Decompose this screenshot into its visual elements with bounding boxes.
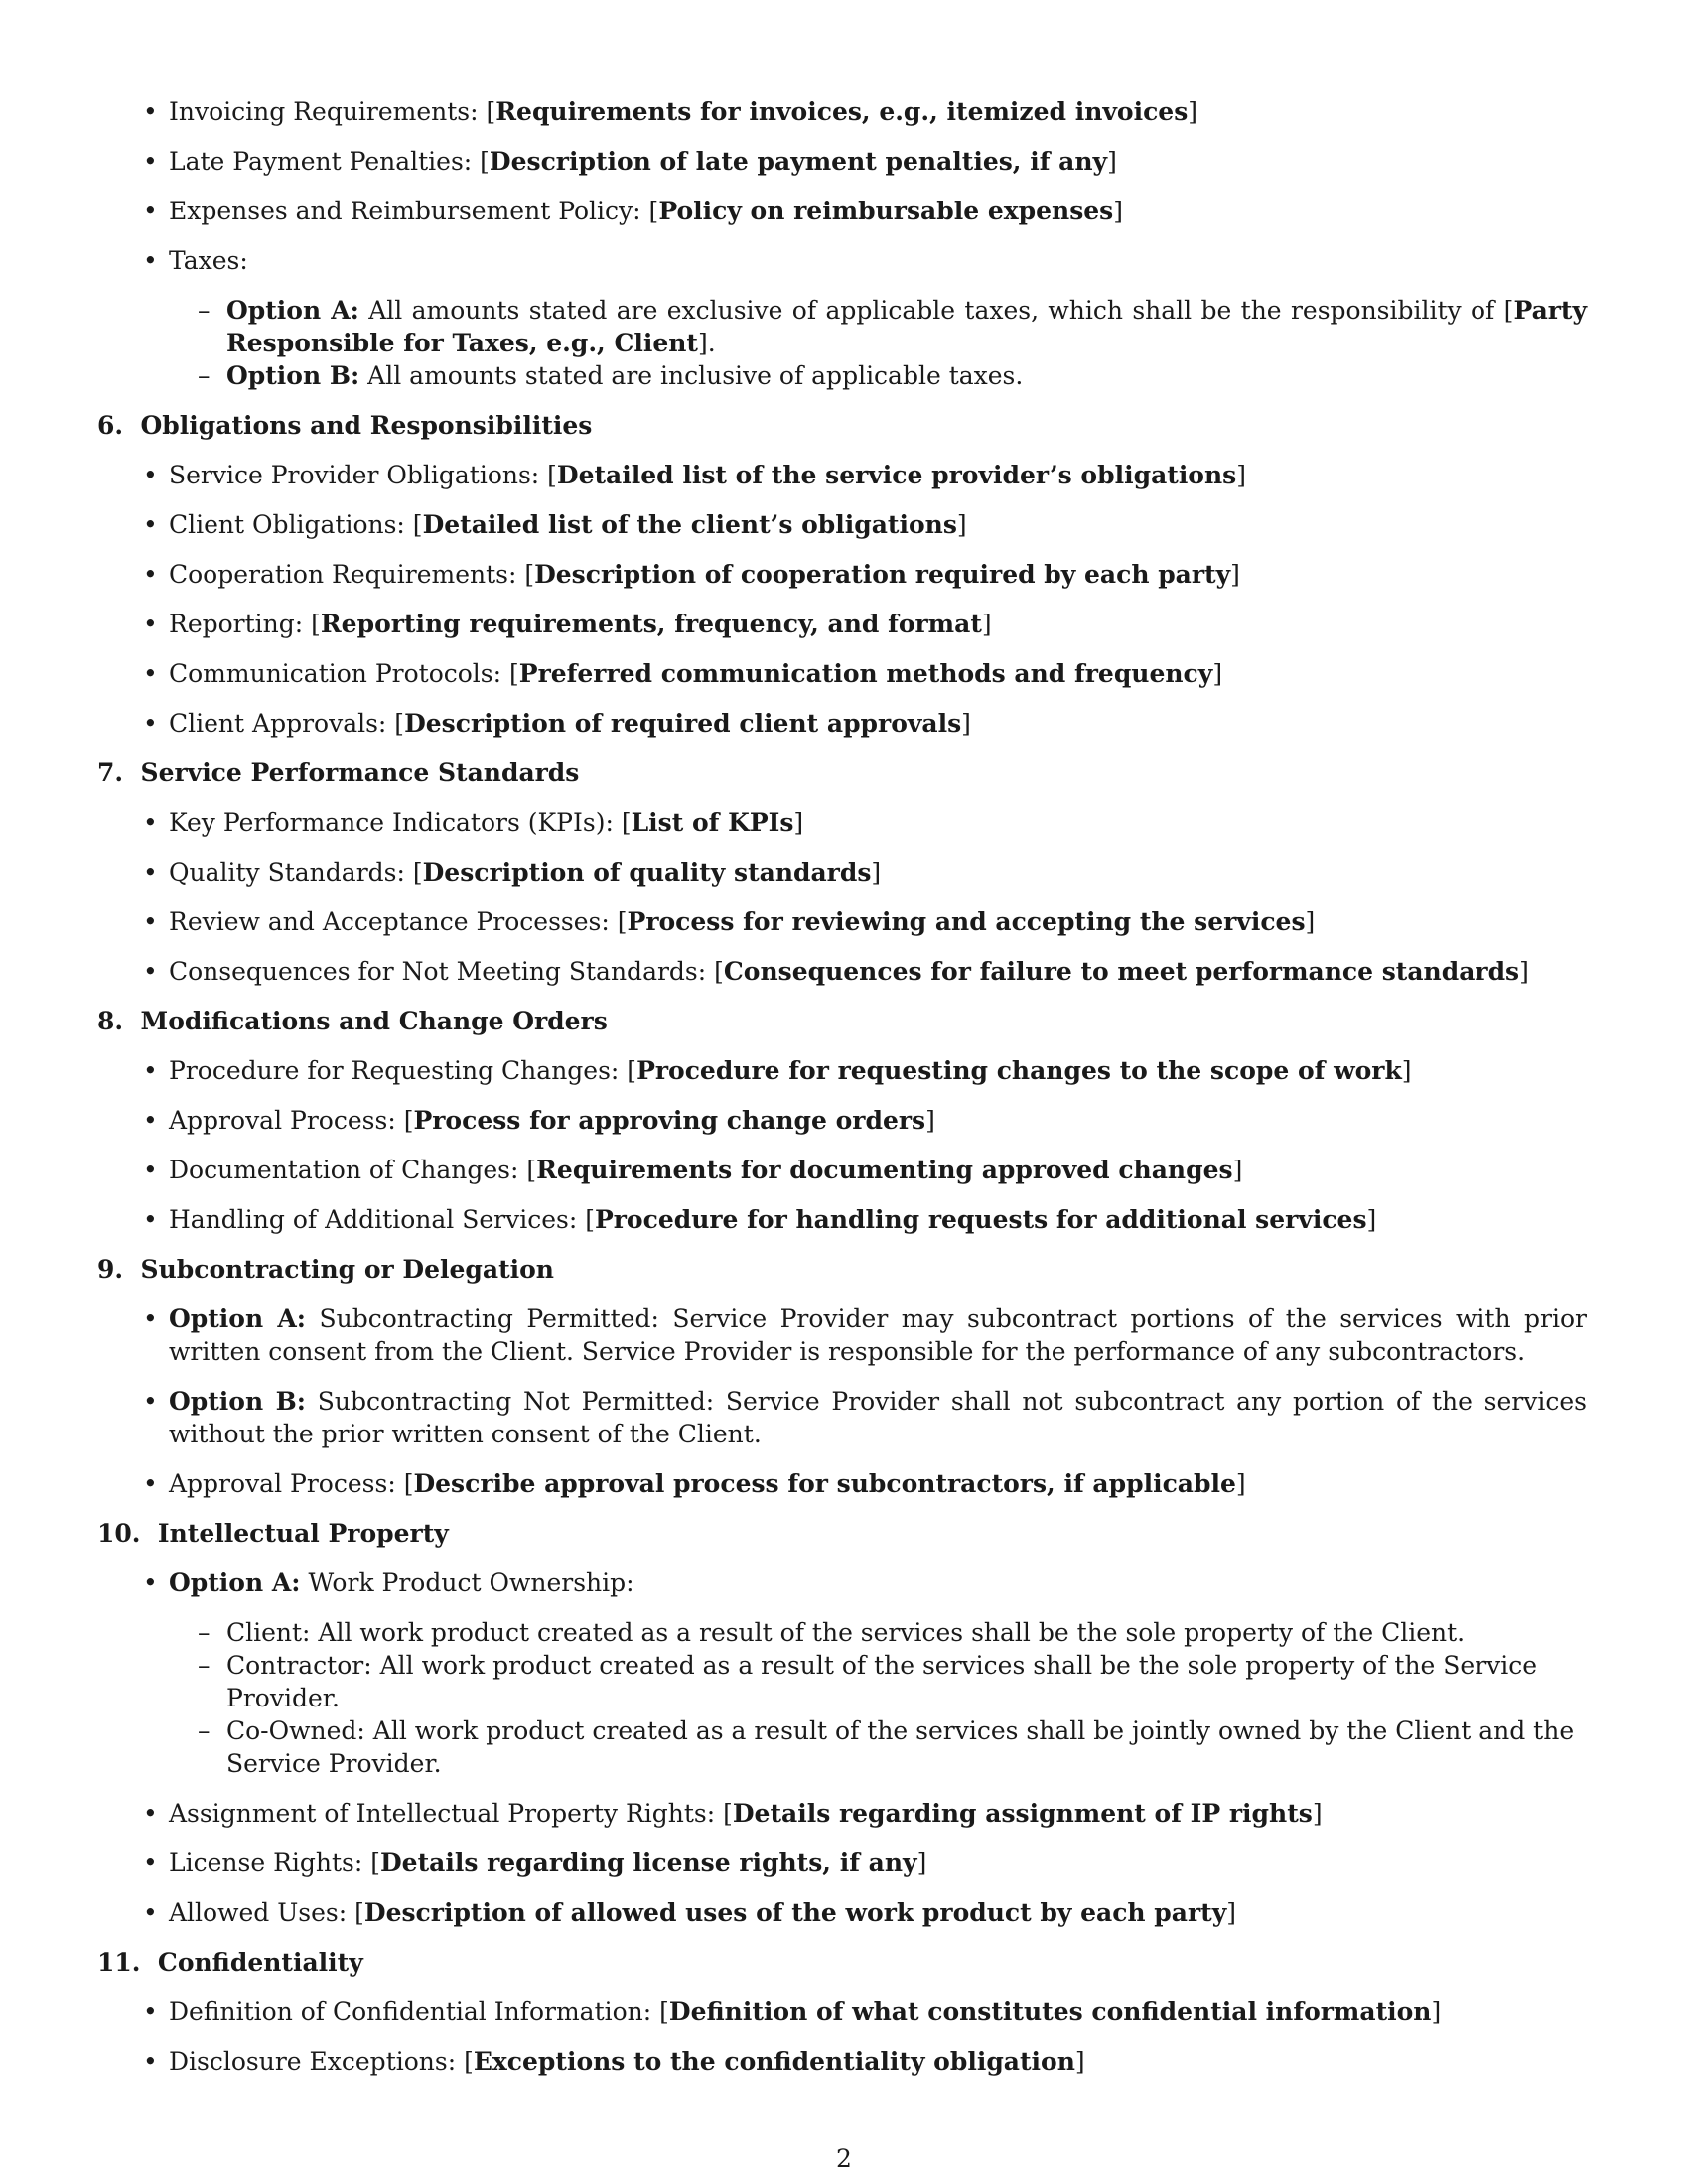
item-placeholder: Process for approving change orders <box>413 1106 926 1135</box>
bullet: • <box>143 560 158 589</box>
item-label: License Rights: <box>169 1848 363 1877</box>
sub-item <box>97 1714 1587 1780</box>
section-number: 9. <box>97 1255 124 1284</box>
option-label: Option B: <box>226 361 360 390</box>
item-placeholder: Consequences for failure to meet performance standards <box>723 957 1520 986</box>
option-label: Option A: <box>169 1304 307 1333</box>
bullet: • <box>143 1997 158 2026</box>
sub-item <box>97 359 1587 392</box>
item-placeholder: Detailed list of the client’s obligations <box>422 510 957 539</box>
item-label: Assignment of Intellectual Property Rights: <box>169 1799 716 1828</box>
item-placeholder: Process for reviewing and accepting the services <box>627 907 1306 936</box>
list-item: • Handling of Additional Services: [Procedure for handling requests for additional services] <box>143 1205 1377 1234</box>
option-text: All amounts stated are exclusive of applicable taxes, which shall be the responsibility of <box>368 296 1495 325</box>
section-number: 11. <box>97 1948 141 1977</box>
section-title: Subcontracting or Delegation <box>140 1255 554 1284</box>
ownership-text: Contractor: All work product created as a result of the services shall be the sole property of the Service Provider. <box>226 1651 1538 1712</box>
list-item: • Procedure for Requesting Changes: [Procedure for requesting changes to the scope of work] <box>143 1056 1412 1085</box>
item-label: Procedure for Requesting Changes: <box>169 1056 620 1085</box>
item-label: Late Payment Penalties: <box>169 147 473 176</box>
section-heading <box>97 756 1587 789</box>
item-label: Documentation of Changes: <box>169 1156 519 1184</box>
bullet: • <box>143 1304 158 1333</box>
taxes-options <box>97 294 1587 392</box>
item-label: Expenses and Reimbursement Policy: <box>169 197 641 225</box>
bullet: • <box>143 510 158 539</box>
section-heading <box>97 1005 1587 1037</box>
section-title: Confidentiality <box>157 1948 363 1977</box>
option-label: Option B: <box>169 1387 307 1416</box>
item-placeholder: Requirements for invoices, e.g., itemized invoices <box>495 97 1189 126</box>
list-item: • Late Payment Penalties: [Description of late payment penalties, if any] <box>143 147 1117 176</box>
bullet: • <box>143 1469 158 1498</box>
item-placeholder: Reporting requirements, frequency, and format <box>320 610 982 638</box>
item-label: Invoicing Requirements: <box>169 97 479 126</box>
bullet: • <box>143 808 158 837</box>
bullet: • <box>143 709 158 738</box>
bullet: • <box>143 1848 158 1877</box>
bullet: • <box>143 97 158 126</box>
item-label: Definition of Confidential Information: <box>169 1997 652 2026</box>
section-heading <box>97 409 1587 442</box>
item-label: Review and Acceptance Processes: <box>169 907 610 936</box>
bullet: • <box>143 147 158 176</box>
bullet: • <box>143 1205 158 1234</box>
list-item: • License Rights: [Details regarding license rights, if any] <box>143 1848 927 1877</box>
list-item <box>97 1385 1587 1450</box>
item-placeholder: Description of allowed uses of the work product by each party <box>363 1898 1227 1927</box>
list-item: • Approval Process: [Describe approval process for subcontractors, if applicable] <box>143 1469 1246 1498</box>
list-item: • Key Performance Indicators (KPIs): [List of KPIs] <box>143 808 804 837</box>
item-placeholder: Party Responsible for Taxes, e.g., Client <box>226 296 1588 357</box>
list-item: • Cooperation Requirements: [Description of cooperation required by each party] <box>143 560 1240 589</box>
document-content <box>97 95 1587 2095</box>
bullet: • <box>143 461 158 489</box>
item-label: Communication Protocols: <box>169 659 502 688</box>
item-placeholder: Describe approval process for subcontractors, if applicable <box>413 1469 1236 1498</box>
bullet: • <box>143 1387 158 1416</box>
dash: – <box>198 1716 211 1745</box>
item-label: Approval Process: <box>169 1106 396 1135</box>
ownership-text: Client: All work product created as a result of the services shall be the sole property of the Client. <box>226 1618 1466 1647</box>
option-label: Option A: <box>226 296 359 325</box>
list-item: • Documentation of Changes: [Requirements for documenting approved changes] <box>143 1156 1243 1184</box>
dash: – <box>198 1651 211 1680</box>
item-placeholder: Details regarding assignment of IP rights <box>732 1799 1313 1828</box>
bullet: • <box>143 659 158 688</box>
item-label: Taxes: <box>169 246 248 275</box>
list-item: • Client Approvals: [Description of required client approvals] <box>143 709 971 738</box>
list-item: • Expenses and Reimbursement Policy: [Policy on reimbursable expenses] <box>143 197 1124 225</box>
bullet: • <box>143 1156 158 1184</box>
list-item: • Invoicing Requirements: [Requirements for invoices, e.g., itemized invoices] <box>143 97 1198 126</box>
bullet: • <box>143 1799 158 1828</box>
list-item <box>97 1567 1587 1599</box>
section-heading <box>97 1253 1587 1286</box>
bullet: • <box>143 1569 158 1597</box>
option-text: Subcontracting Permitted: Service Provider may subcontract portions of the services with prior written consent from the Client. Service Provider is responsible for the performance of any subcontractors. <box>169 1304 1587 1366</box>
section-title: Service Performance Standards <box>140 758 580 787</box>
item-label: Reporting: <box>169 610 304 638</box>
bullet: • <box>143 1106 158 1135</box>
bullet: • <box>143 246 158 275</box>
list-item <box>97 1302 1587 1368</box>
list-item: • Consequences for Not Meeting Standards: [Consequences for failure to meet performance standards] <box>143 957 1529 986</box>
section-title: Modifications and Change Orders <box>140 1007 608 1035</box>
bullet: • <box>143 858 158 887</box>
section-title: Intellectual Property <box>157 1519 449 1548</box>
list-item: • Assignment of Intellectual Property Rights: [Details regarding assignment of IP rights] <box>143 1799 1323 1828</box>
bullet: • <box>143 907 158 936</box>
option-label: Option A: <box>169 1569 301 1597</box>
item-placeholder: Definition of what constitutes confidential information <box>668 1997 1432 2026</box>
bullet: • <box>143 610 158 638</box>
item-placeholder: Details regarding license rights, if any <box>380 1848 917 1877</box>
sub-item <box>97 1649 1587 1714</box>
item-label: Cooperation Requirements: <box>169 560 517 589</box>
list-item: • Reporting: [Reporting requirements, frequency, and format] <box>143 610 992 638</box>
item-placeholder: List of KPIs <box>631 808 794 837</box>
item-placeholder: Procedure for requesting changes to the scope of work <box>636 1056 1402 1085</box>
list-item <box>97 244 1587 277</box>
list-item: • Service Provider Obligations: [Detailed list of the service provider’s obligations] <box>143 461 1247 489</box>
list-item: • Disclosure Exceptions: [Exceptions to the confidentiality obligation] <box>143 2047 1085 2076</box>
list-item: • Client Obligations: [Detailed list of the client’s obligations] <box>143 510 967 539</box>
sub-item: – Option A: All amounts stated are exclusive of applicable taxes, which shall be the responsibility of [Party Responsible for Taxes, e.g., Client]. <box>198 296 1588 357</box>
option-text: Subcontracting Not Permitted: Service Provider shall not subcontract any portion of the services without the prior written consent of the Client. <box>169 1387 1587 1448</box>
item-placeholder: Description of cooperation required by each party <box>534 560 1231 589</box>
bullet: • <box>143 957 158 986</box>
option-text: All amounts stated are inclusive of applicable taxes. <box>367 361 1024 390</box>
sub-item <box>97 1616 1587 1649</box>
item-label: Allowed Uses: <box>169 1898 348 1927</box>
item-label: Disclosure Exceptions: <box>169 2047 457 2076</box>
section-heading <box>97 1517 1587 1550</box>
section-number: 8. <box>97 1007 124 1035</box>
bullet: • <box>143 2047 158 2076</box>
ownership-options <box>97 1616 1587 1780</box>
item-placeholder: Preferred communication methods and frequency <box>518 659 1213 688</box>
item-placeholder: Detailed list of the service provider’s obligations <box>556 461 1237 489</box>
item-placeholder: Description of late payment penalties, if any <box>489 147 1108 176</box>
bullet: • <box>143 197 158 225</box>
section-number: 7. <box>97 758 124 787</box>
item-placeholder: Description of required client approvals <box>404 709 962 738</box>
option-text: Work Product Ownership: <box>308 1569 634 1597</box>
item-placeholder: Description of quality standards <box>422 858 872 887</box>
item-label: Client Approvals: <box>169 709 387 738</box>
item-label: Consequences for Not Meeting Standards: <box>169 957 707 986</box>
section-number: 10. <box>97 1519 141 1548</box>
list-item: • Definition of Confidential Information: [Definition of what constitutes confidential information] <box>143 1997 1442 2026</box>
item-placeholder: Requirements for documenting approved changes <box>536 1156 1233 1184</box>
dash: – <box>198 1618 211 1647</box>
list-item: • Communication Protocols: [Preferred communication methods and frequency] <box>143 659 1223 688</box>
item-label: Handling of Additional Services: <box>169 1205 578 1234</box>
section-title: Obligations and Responsibilities <box>140 411 593 440</box>
ownership-text: Co-Owned: All work product created as a result of the services shall be jointly owned by the Client and the Service Provider. <box>226 1716 1575 1778</box>
list-item: • Review and Acceptance Processes: [Process for reviewing and accepting the services] <box>143 907 1316 936</box>
item-label: Quality Standards: <box>169 858 405 887</box>
item-placeholder: Exceptions to the confidentiality obligation <box>473 2047 1075 2076</box>
item-label: Approval Process: <box>169 1469 396 1498</box>
item-placeholder: Procedure for handling requests for additional services <box>594 1205 1367 1234</box>
item-label: Service Provider Obligations: <box>169 461 540 489</box>
bullet: • <box>143 1056 158 1085</box>
item-label: Client Obligations: <box>169 510 405 539</box>
list-item: • Approval Process: [Process for approving change orders] <box>143 1106 935 1135</box>
item-placeholder: Policy on reimbursable expenses <box>658 197 1114 225</box>
dash: – <box>198 361 211 390</box>
section-number: 6. <box>97 411 124 440</box>
page-number: 2 <box>836 2144 852 2173</box>
dash: – <box>198 296 211 325</box>
list-item: • Quality Standards: [Description of quality standards] <box>143 858 882 887</box>
list-item: • Allowed Uses: [Description of allowed uses of the work product by each party] <box>143 1898 1236 1927</box>
bullet: • <box>143 1898 158 1927</box>
section-heading <box>97 1946 1587 1979</box>
item-label: Key Performance Indicators (KPIs): <box>169 808 614 837</box>
